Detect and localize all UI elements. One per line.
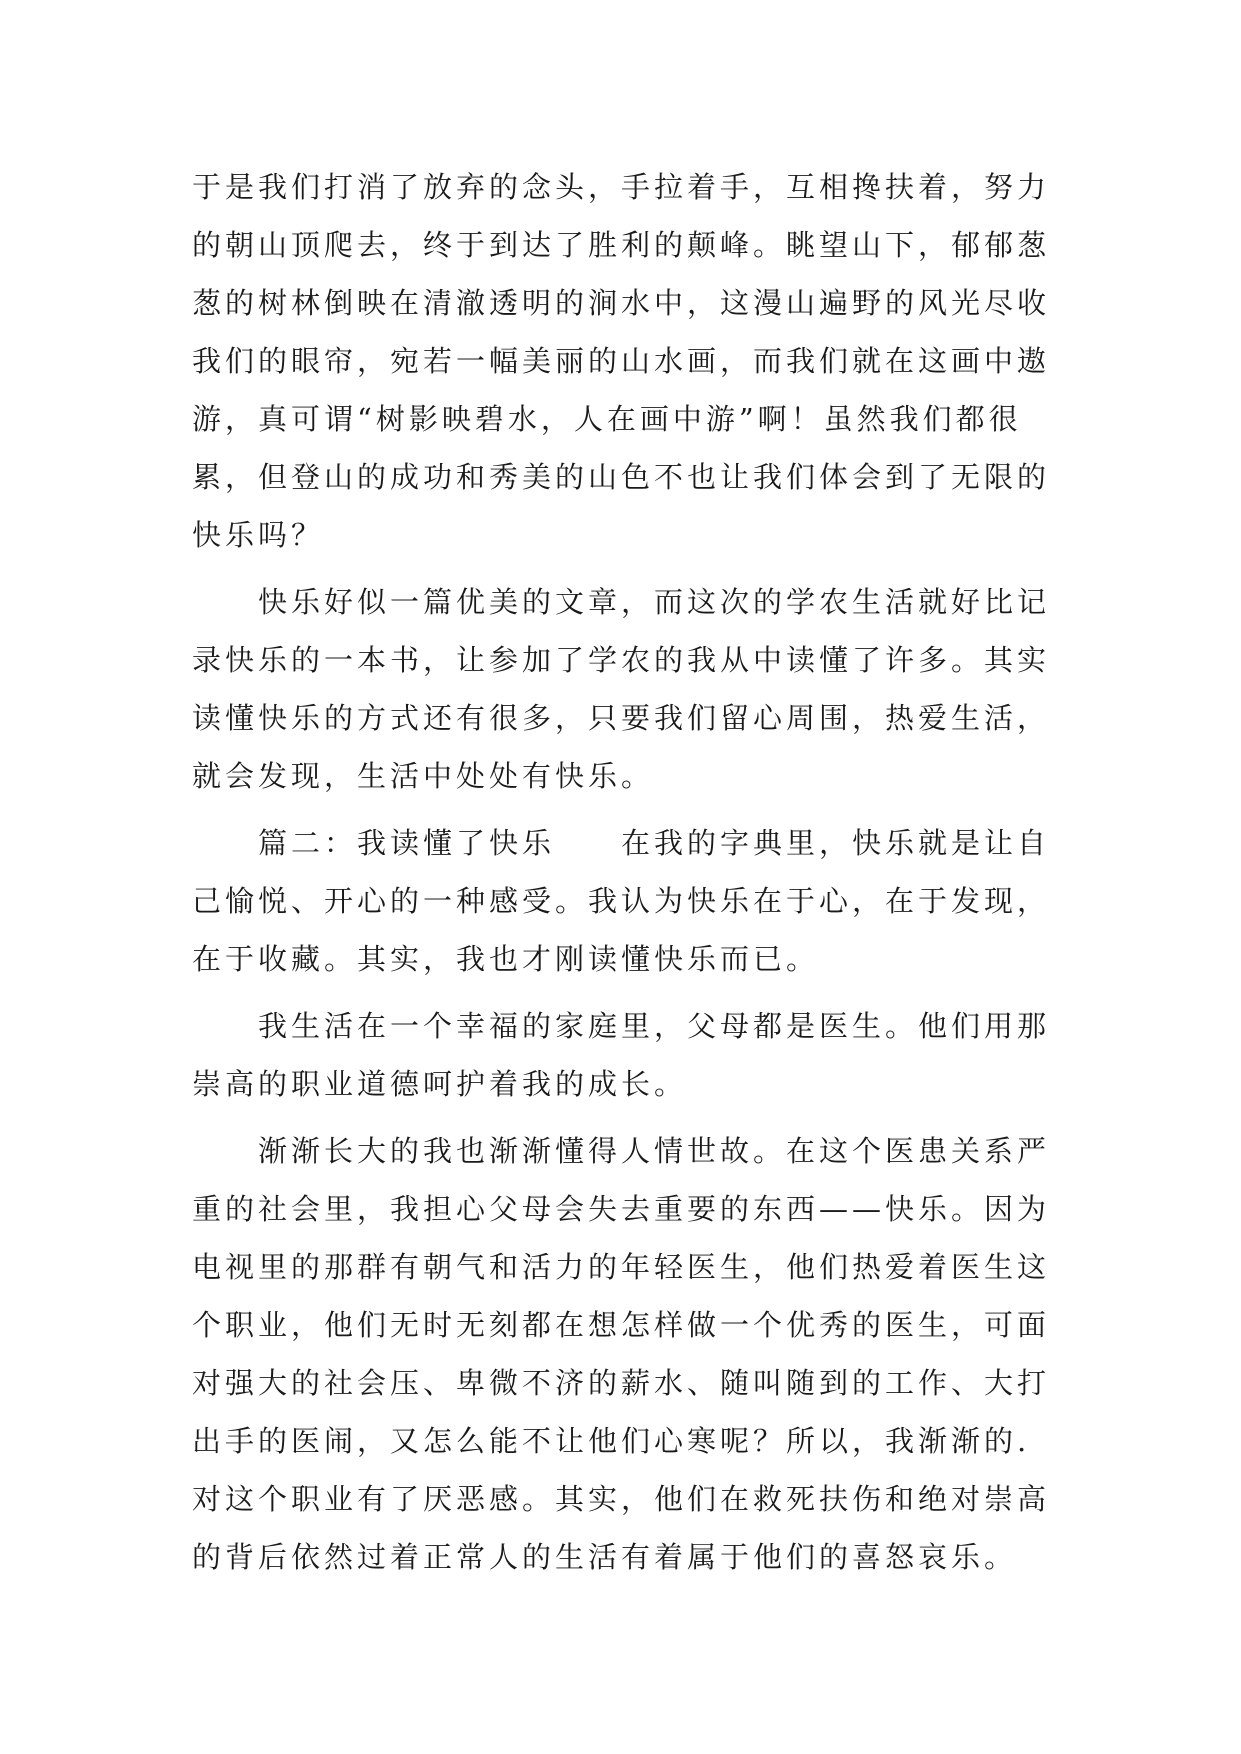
text-line: 崇高的职业道德呵护着我的成长。 [192, 1067, 688, 1101]
text-line: 篇二：我读懂了快乐 在我的字典里，快乐就是让自 [258, 826, 1051, 860]
text-line: 电视里的那群有朝气和活力的年轻医生，他们热爱着医生这 [192, 1250, 1051, 1284]
text-line: 就会发现，生活中处处有快乐。 [192, 759, 655, 793]
text-line: 游，真可谓“树影映碧水，人在画中游”啊！虽然我们都很 [192, 402, 1022, 436]
text-line: 我们的眼帘，宛若一幅美丽的山水画，而我们就在这画中遨 [192, 344, 1051, 378]
text-line: 对强大的社会压、卑微不济的薪水、随叫随到的工作、大打 [192, 1366, 1051, 1400]
text-line: 的朝山顶爬去，终于到达了胜利的颠峰。眺望山下，郁郁葱 [192, 228, 1051, 262]
text-line: 对这个职业有了厌恶感。其实，他们在救死扶伤和绝对崇高 [192, 1482, 1051, 1516]
text-line: 读懂快乐的方式还有很多，只要我们留心周围，热爱生活， [192, 701, 1051, 735]
text-line: 在于收藏。其实，我也才刚读懂快乐而已。 [192, 942, 820, 976]
text-line: 葱的树林倒映在清澈透明的涧水中，这漫山遍野的风光尽收 [192, 286, 1051, 320]
text-line: 个职业，他们无时无刻都在想怎样做一个优秀的医生，可面 [192, 1308, 1051, 1342]
text-line: 累，但登山的成功和秀美的山色不也让我们体会到了无限的 [192, 460, 1051, 494]
text-line: 重的社会里，我担心父母会失去重要的东西——快乐。因为 [192, 1192, 1051, 1226]
body-text [192, 158, 1072, 1586]
text-line: 于是我们打消了放弃的念头，手拉着手，互相搀扶着，努力 [192, 170, 1051, 204]
text-line: 快乐吗？ [192, 518, 325, 552]
text-line: 的背后依然过着正常人的生活有着属于他们的喜怒哀乐。 [192, 1540, 1018, 1574]
text-line: 快乐好似一篇优美的文章，而这次的学农生活就好比记 [258, 585, 1051, 619]
text-line: 录快乐的一本书，让参加了学农的我从中读懂了许多。其实 [192, 643, 1051, 677]
text-line: 己愉悦、开心的一种感受。我认为快乐在于心，在于发现， [192, 884, 1051, 918]
text-line: 渐渐长大的我也渐渐懂得人情世故。在这个医患关系严 [258, 1134, 1051, 1168]
text-line: 我生活在一个幸福的家庭里，父母都是医生。他们用那 [258, 1009, 1051, 1043]
text-line: 出手的医闹，又怎么能不让他们心寒呢？所以，我渐渐的. [192, 1424, 1031, 1458]
